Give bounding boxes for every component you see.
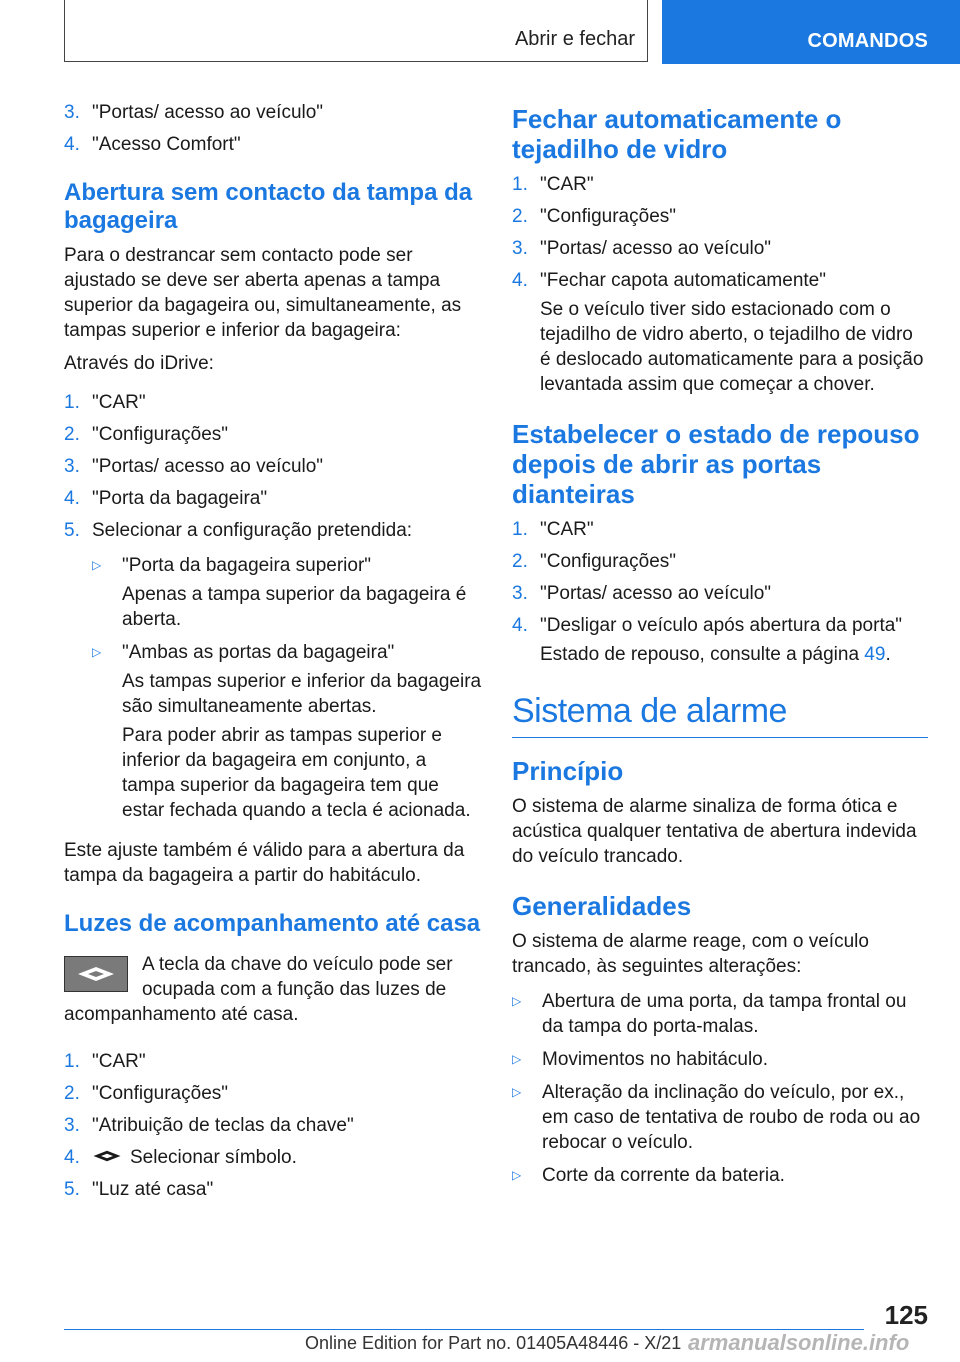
steps-list [64, 1049, 484, 1202]
list-item: 4. "Fechar capota automaticamente" Se o veículo tiver sido estacionado com o tejadilho de vidro aberto, o tejadilho de vidro é deslocado automaticamente para a posição levantada assim que começar a chover. [512, 270, 924, 395]
left-column [64, 100, 484, 1209]
edition-note: Online Edition for Part no. 01405A48446 - X/21 [305, 1333, 682, 1353]
list-item: ▷ Abertura de uma porta, da tampa frontal ou da tampa do porta-malas. [512, 991, 907, 1037]
chapter-tab [662, 0, 960, 64]
list-item: ▷ Corte da corrente da bateria. [512, 1165, 785, 1186]
bullet-list [512, 989, 928, 1188]
paragraph: O sistema de alarme sinaliza de forma ótica e acústica qualquer tentativa de abertura indevida do veículo trancado. [512, 796, 917, 867]
diamond-symbol-icon [92, 1145, 122, 1170]
list-item: 1. "CAR" [512, 519, 594, 540]
list-item: 4. "Porta da bagageira" [64, 488, 268, 509]
list-item: 2. "Configurações" [512, 206, 677, 227]
list-item: 3. "Portas/ acesso ao veículo" [512, 238, 772, 259]
section-title: Abrir e fechar [514, 28, 635, 50]
triangle-bullet-icon: ▷ [512, 1085, 522, 1099]
page-header [0, 0, 960, 66]
list-item: ▷ "Ambas as portas da bagageira" As tampas superior e inferior da bagageira são simultaneamente abertas. Para poder abrir as tampas superior e inferior da bagageira em conjunto, a tampa superior da bagageira tem que estar fechada quando a tecla é acionada. [92, 642, 482, 821]
list-item: 5. Selecionar a configuração pretendida: ▷ "Porta da bagageira superior" Apenas a tampa superior da bagageira é aberta. ▷ "Ambas as portas da bagageira" As tampas superior e inferior da bagageira são simultaneamente abertas. Para poder abrir as tampas superior e inferior da bagageira em conjunto, a tampa superior da bagageira tem que estar fechada quando a tecla é acionada. [64, 518, 484, 831]
list-item: 1. "CAR" [64, 1051, 146, 1072]
list-item: 2. "Configurações" [64, 424, 229, 445]
options-list [92, 553, 484, 823]
heading-contactless-trunk: Abertura sem contacto da tampa da bagageira [64, 179, 473, 234]
paragraph: O sistema de alarme reage, com o veículo trancado, às seguintes alterações: [512, 931, 869, 977]
page-number: 125 [884, 1300, 928, 1330]
triangle-bullet-icon: ▷ [512, 1052, 522, 1066]
paragraph: Para o destrancar sem contacto pode ser ajustado se deve ser aberta apenas a tampa superior da bagageira ou, simultaneamente, as tampas superior e inferior da bagageira: [64, 245, 462, 341]
paragraph: Este ajuste também é válido para a abertura da tampa da bagageira a partir do habitáculo. [64, 840, 465, 886]
list-item: ▷ Alteração da inclinação do veículo, por ex., em caso de tentativa de roubo de roda ou ao rebocar o veículo. [512, 1082, 921, 1153]
list-item: 4. Selecionar símbolo. [64, 1145, 484, 1170]
heading-follow-me-home: Luzes de acompanhamento até casa [64, 910, 481, 937]
list-item: 1. "CAR" [64, 392, 146, 413]
list-item: 3. "Portas/ acesso ao veículo" [64, 102, 324, 123]
list-item: 2. "Configurações" [64, 1083, 229, 1104]
list-item: 4. "Desligar o veículo após abertura da porta" Estado de repouso, consulte a página 49. [512, 615, 903, 665]
triangle-bullet-icon: ▷ [512, 1168, 522, 1182]
list-item: 3. "Portas/ acesso ao veículo" [64, 456, 324, 477]
triangle-bullet-icon: ▷ [512, 994, 522, 1008]
list-item: ▷ Movimentos no habitáculo. [512, 1049, 769, 1070]
list-item: 1. "CAR" [512, 174, 594, 195]
list-item: 5. "Luz até casa" [64, 1179, 214, 1201]
triangle-bullet-icon: ▷ [92, 645, 102, 659]
list-item: 2. "Configurações" [512, 551, 677, 572]
page-link[interactable]: 49 [864, 644, 886, 665]
steps-list [512, 172, 928, 397]
list-item: 4. "Acesso Comfort" [64, 134, 241, 155]
heading-general: Generalidades [512, 891, 692, 921]
chapter-heading-alarm: Sistema de alarme [512, 691, 928, 738]
intro-list [64, 100, 484, 157]
diamond-symbol-icon [64, 956, 128, 992]
list-item: ▷ "Porta da bagageira superior" Apenas a tampa superior da bagageira é aberta. [92, 555, 467, 630]
list-item: 3. "Atribuição de teclas da chave" [64, 1115, 354, 1136]
heading-standby-state: Estabelecer o estado de repouso depois de abrir as portas dianteiras [512, 419, 920, 509]
heading-principle: Princípio [512, 756, 624, 786]
section-tab [64, 0, 648, 62]
paragraph: Através do iDrive: [64, 353, 214, 374]
steps-list [512, 517, 928, 667]
steps-list [64, 390, 484, 831]
heading-auto-close-roof: Fechar automaticamente o tejadilho de vidro [512, 104, 842, 164]
triangle-bullet-icon: ▷ [92, 558, 102, 572]
right-column [512, 100, 928, 1196]
chapter-title: COMANDOS [807, 30, 928, 52]
list-item: 3. "Portas/ acesso ao veículo" [512, 583, 772, 604]
key-note: A tecla da chave do veículo pode ser ocupada com a função das luzes de acompanhamento até casa. [64, 954, 453, 1025]
watermark: armanualsonline.info [688, 1330, 910, 1355]
